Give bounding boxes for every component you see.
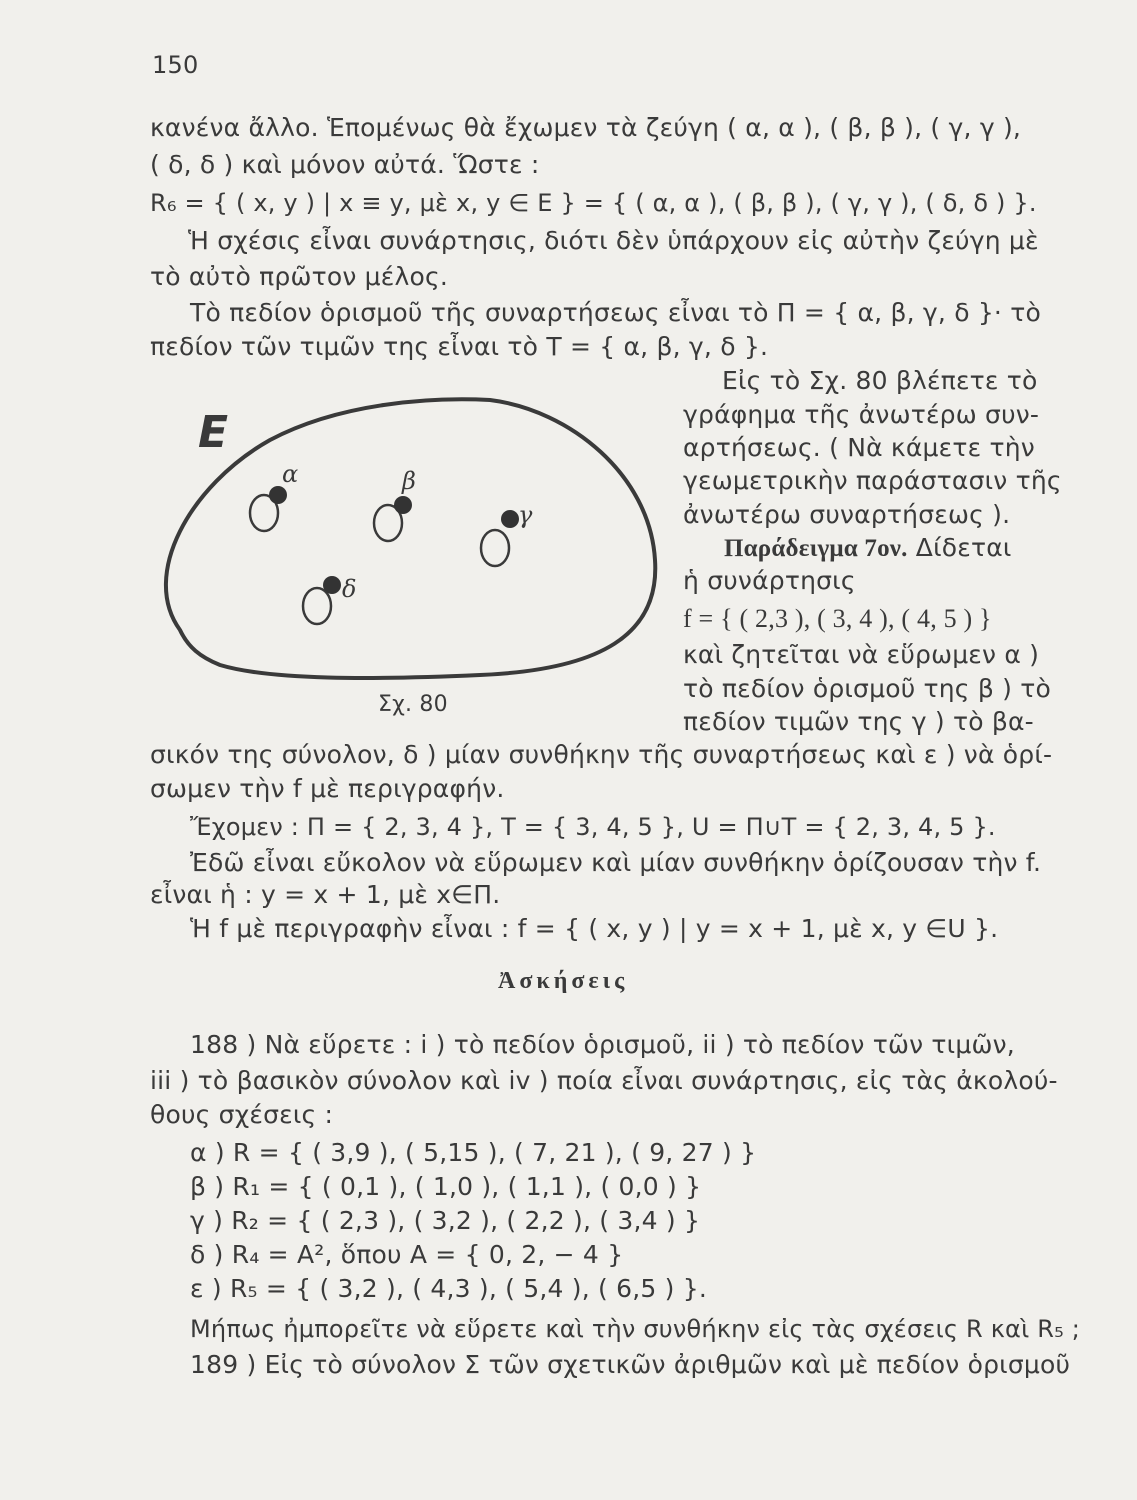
text-line: εἶναι ἡ : y = x + 1, μὲ x∈Π. [150, 880, 501, 909]
text-line: Ἐδῶ εἶναι εὔκολον νὰ εὕρωμεν καὶ μίαν συνθήκην ὁρίζουσαν τὴν f. [190, 848, 1042, 877]
text-line: σικόν της σύνολον, δ ) μίαν συνθήκην τῆς συναρτήσεως καὶ ε ) νὰ ὁρί- [150, 740, 1053, 769]
text-line: τὸ αὐτὸ πρῶτον μέλος. [150, 262, 448, 291]
svg-text:α: α [282, 460, 299, 488]
text-line: πεδίον τιμῶν της γ ) τὸ βα- [683, 707, 1034, 736]
exercise-line: θους σχέσεις : [150, 1100, 334, 1129]
set-boundary [166, 399, 655, 678]
svg-text:β: β [402, 467, 416, 495]
text-line: κανένα ἄλλο. Ἑπομένως θὰ ἔχωμεν τὰ ζεύγη ( α, α ), ( β, β ), ( γ, γ ), [150, 113, 1022, 142]
svg-text:γ: γ [518, 501, 533, 529]
text-line: R₆ = { ( x, y ) | x ≡ y, μὲ x, y ∈ E } = { ( α, α ), ( β, β ), ( γ, γ ), ( δ, δ ) }. [150, 189, 1037, 217]
text-line: ἡ συνάρτησις [683, 566, 856, 595]
text-line: Ἡ σχέσις εἶναι συνάρτησις, διότι δὲν ὑπάρχουν εἰς αὐτὴν ζεύγη μὲ [188, 226, 1039, 255]
text-line: Εἰς τὸ Σχ. 80 βλέπετε τὸ [722, 366, 1038, 395]
text-line: τὸ πεδίον ὁρισμοῦ της β ) τὸ [683, 674, 1051, 703]
text-line: Ἡ f μὲ περιγραφὴν εἶναι : f = { ( x, y ) | y = x + 1, μὲ x, y ∈U }. [190, 914, 999, 943]
exercise-line: 189 ) Εἰς τὸ σύνολον Σ τῶν σχετικῶν ἀριθμῶν καὶ μὲ πεδίον ὁρισμοῦ [190, 1350, 1071, 1379]
exercise-item: ε ) R₅ = { ( 3,2 ), ( 4,3 ), ( 5,4 ), ( 6,5 ) }. [190, 1274, 707, 1303]
point-gamma [481, 501, 533, 566]
text-line: σωμεν τὴν f μὲ περιγραφήν. [150, 774, 505, 803]
text-line: πεδίον τῶν τιμῶν της εἶναι τὸ Τ = { α, β, γ, δ }. [150, 332, 769, 361]
text-line: αρτήσεως. ( Νὰ κάμετε τὴν [683, 433, 1035, 462]
point-beta [374, 467, 416, 541]
text-line: Ἔχομεν : Π = { 2, 3, 4 }, Τ = { 3, 4, 5 }, U = Π∪Τ = { 2, 3, 4, 5 }. [190, 813, 996, 841]
text-line: ἀνωτέρω συναρτήσεως ). [683, 500, 1011, 529]
figure-caption: Σχ. 80 [378, 692, 448, 717]
page-number: 150 [152, 51, 199, 79]
exercise-item: β ) R₁ = { ( 0,1 ), ( 1,0 ), ( 1,1 ), ( 0,0 ) } [190, 1172, 702, 1201]
exercise-item: δ ) R₄ = A², ὅπου A = { 0, 2, − 4 } [190, 1240, 624, 1269]
example-heading: Παράδειγμα 7ον. [724, 535, 908, 562]
example-heading-rest: Δίδεται [907, 533, 1012, 562]
text-line: καὶ ζητεῖται νὰ εὕρωμεν α ) [683, 640, 1040, 669]
exercise-item: γ ) R₂ = { ( 2,3 ), ( 3,2 ), ( 2,2 ), ( 3,4 ) } [190, 1206, 701, 1235]
point-delta [303, 575, 356, 624]
set-label: E [198, 407, 229, 458]
text-line: f = { ( 2,3 ), ( 3, 4 ), ( 4, 5 ) } [683, 604, 992, 633]
text-line: γράφημα τῆς ἀνωτέρω συν- [683, 400, 1040, 429]
exercise-line: Μήπως ἠμπορεῖτε νὰ εὕρετε καὶ τὴν συνθήκην εἰς τὰς σχέσεις R καὶ R₅ ; [190, 1315, 1081, 1343]
text-line: γεωμετρικὴν παράστασιν τῆς [683, 466, 1062, 495]
venn-diagram [150, 385, 670, 725]
point-alpha [250, 460, 298, 531]
svg-text:δ: δ [342, 575, 357, 603]
exercise-line: iii ) τὸ βασικὸν σύνολον καὶ iv ) ποία εἶναι συνάρτησις, εἰς τὰς ἀκολού- [150, 1066, 1058, 1095]
text-line [724, 533, 1012, 564]
exercise-item: α ) R = { ( 3,9 ), ( 5,15 ), ( 7, 21 ), ( 9, 27 ) } [190, 1138, 757, 1167]
text-line: Τὸ πεδίον ὁρισμοῦ τῆς συναρτήσεως εἶναι τὸ Π = { α, β, γ, δ }· τὸ [190, 298, 1041, 327]
section-heading: Ἀσκήσεις [498, 968, 629, 994]
exercise-line: 188 ) Νὰ εὕρετε : i ) τὸ πεδίον ὁρισμοῦ, ii ) τὸ πεδίον τῶν τιμῶν, [190, 1030, 1015, 1059]
text-line: ( δ, δ ) καὶ μόνον αὐτά. Ὥστε : [150, 150, 540, 179]
